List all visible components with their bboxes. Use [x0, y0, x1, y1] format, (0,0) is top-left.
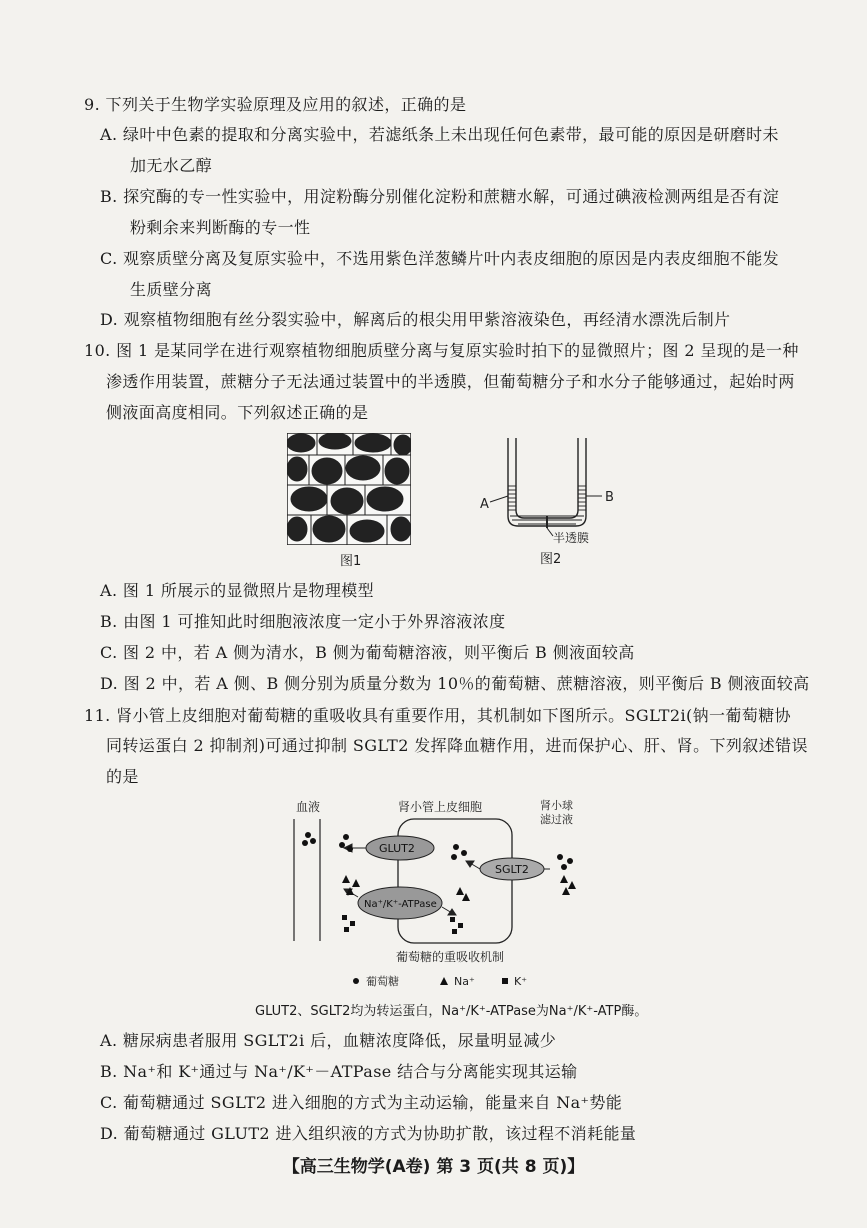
q9-option-b-line2: 粉剩余来判断酶的专一性: [130, 218, 311, 237]
figure-1-caption: 图1: [340, 554, 362, 569]
label-tubule-cell: 肾小管上皮细胞: [398, 800, 483, 814]
q10-stem-line2: 渗透作用装置，蔗糖分子无法通过装置中的半透膜，但葡萄糖分子和水分子能够通过，起始时两: [106, 372, 795, 391]
label-filtrate-1: 肾小球: [540, 799, 573, 812]
figure-2-membrane-label: 半透膜: [553, 531, 590, 545]
q10-stem-line3: 侧液面高度相同。下列叙述正确的是: [106, 403, 369, 422]
q11-option-d: D. 葡萄糖通过 GLUT2 进入组织液的方式为协助扩散，该过程不消耗能量: [100, 1124, 637, 1143]
q11-option-c: C. 葡萄糖通过 SGLT2 进入细胞的方式为主动运输，能量来自 Na⁺势能: [100, 1093, 623, 1112]
legend-k: K⁺: [514, 975, 528, 988]
figure-2-label-b: B: [605, 490, 614, 505]
page-footer: 【高三生物学(A卷) 第 3 页(共 8 页)】: [282, 1157, 585, 1177]
figure-1-micrograph: [287, 433, 411, 545]
svg-text:GLUT2: GLUT2: [379, 842, 415, 855]
figure-2-caption: 图2: [540, 552, 562, 567]
q10-stem-line1: 10. 图 1 是某同学在进行观察植物细胞质壁分离与复原实验时拍下的显微照片；图 2 呈现的是一种: [84, 341, 799, 360]
figure-2-u-tube: [478, 438, 628, 550]
na-k-atpase-pump: [358, 887, 442, 919]
q10-option-b: B. 由图 1 可推知此时细胞液浓度一定小于外界溶液浓度: [100, 612, 506, 631]
svg-text:Na⁺/K⁺-ATPase: Na⁺/K⁺-ATPase: [364, 899, 437, 910]
q9-option-a-line1: A. 绿叶中色素的提取和分离实验中，若滤纸条上未出现任何色素带，最可能的原因是研磨时未: [100, 125, 779, 144]
sglt2-transporter: [480, 858, 544, 880]
q11-stem-line3: 的是: [106, 767, 139, 786]
glucose-reabsorption-diagram: [280, 795, 600, 995]
q10-option-c: C. 图 2 中，若 A 侧为清水，B 侧为葡萄糖溶液，则平衡后 B 侧液面较高: [100, 643, 635, 662]
legend-na: Na⁺: [454, 975, 475, 988]
q11-option-a: A. 糖尿病患者服用 SGLT2i 后，血糖浓度降低，尿量明显减少: [100, 1031, 557, 1050]
q9-option-a-line2: 加无水乙醇: [130, 156, 213, 175]
diagram-note: GLUT2、SGLT2均为转运蛋白，Na⁺/K⁺-ATPase为Na⁺/K⁺-ATP酶。: [255, 1004, 648, 1019]
diagram-legend: [353, 974, 527, 988]
q9-option-c-line1: C. 观察质壁分离及复原实验中，不选用紫色洋葱鳞片叶内表皮细胞的原因是内表皮细胞不能发: [100, 249, 780, 268]
svg-text:SGLT2: SGLT2: [495, 863, 529, 876]
q9-option-d-line1: D. 观察植物细胞有丝分裂实验中，解离后的根尖用甲紫溶液染色，再经清水漂洗后制片: [100, 310, 731, 329]
glut2-transporter: [366, 836, 434, 860]
q10-option-d: D. 图 2 中，若 A 侧、B 侧分别为质量分数为 10％的葡萄糖、蔗糖溶液，则平衡后 B 侧液面较高: [100, 674, 810, 693]
q11-stem-line2: 同转运蛋白 2 抑制剂)可通过抑制 SGLT2 发挥降血糖作用，进而保护心、肝、肾。下列叙述错误: [106, 736, 808, 755]
label-blood: 血液: [296, 800, 321, 814]
q11-option-b: B. Na⁺和 K⁺通过与 Na⁺/K⁺－ATPase 结合与分离能实现其运输: [100, 1062, 578, 1081]
q9-stem: 9. 下列关于生物学实验原理及应用的叙述，正确的是: [84, 95, 467, 114]
q10-option-a: A. 图 1 所展示的显微照片是物理模型: [100, 581, 375, 600]
figure-2-label-a: A: [480, 497, 489, 512]
diagram-title: 葡萄糖的重吸收机制: [396, 950, 505, 964]
q9-option-c-line2: 生质壁分离: [130, 280, 213, 299]
legend-glucose: 葡萄糖: [366, 975, 399, 988]
q11-stem-line1: 11. 肾小管上皮细胞对葡萄糖的重吸收具有重要作用，其机制如下图所示。SGLT2i(钠一葡萄糖协: [84, 706, 792, 725]
label-filtrate-2: 滤过液: [540, 813, 573, 826]
q9-option-b-line1: B. 探究酶的专一性实验中，用淀粉酶分别催化淀粉和蔗糖水解，可通过碘液检测两组是否有淀: [100, 187, 780, 206]
